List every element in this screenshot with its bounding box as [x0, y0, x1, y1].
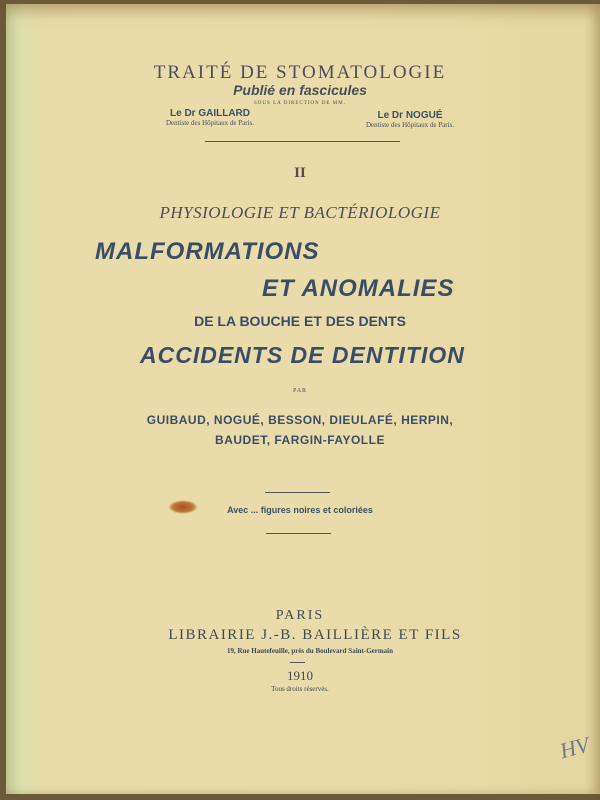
direction-note: SOUS LA DIRECTION DE MM. — [254, 101, 346, 106]
city: PARIS — [275, 608, 325, 623]
year: 1910 — [287, 668, 313, 683]
volume-number: II — [294, 165, 306, 181]
divider — [205, 141, 400, 142]
rights: Tous droits réservés. — [271, 685, 329, 693]
divider — [266, 533, 331, 534]
title-line-1: MALFORMATIONS — [95, 238, 320, 265]
handwritten-mark: HV — [557, 731, 592, 764]
title-line-2: ET ANOMALIES — [262, 275, 455, 302]
series-title: TRAITÉ DE STOMATOLOGIE — [153, 62, 447, 83]
editor-name: Le Dr NOGUÉ — [377, 110, 443, 121]
editor-gaillard — [140, 108, 280, 127]
publisher: LIBRAIRIE J.-B. BAILLIÈRE ET FILS — [168, 627, 462, 643]
authors-line-2: BAUDET, FARGIN-FAYOLLE — [215, 433, 385, 447]
figures-note: Avec ... figures noires et coloriées — [227, 505, 373, 515]
divider — [265, 492, 330, 493]
subtitle: PHYSIOLOGIE ET BACTÉRIOLOGIE — [159, 203, 441, 222]
title-line-4: ACCIDENTS DE DENTITION — [140, 342, 465, 368]
editor-role: Dentiste des Hôpitaux de Paris. — [165, 119, 255, 127]
address: 19, Rue Hautefeuille, près du Boulevard Saint-Germain — [226, 647, 394, 655]
editor-nogue — [340, 110, 480, 129]
authors-line-1: GUIBAUD, NOGUÉ, BESSON, DIEULAFÉ, HERPIN, — [146, 413, 454, 427]
title-line-3: DE LA BOUCHE ET DES DENTS — [194, 313, 406, 329]
publication-note: Publié en fascicules — [233, 82, 367, 98]
editor-name: Le Dr GAILLARD — [170, 108, 250, 119]
divider — [290, 662, 305, 663]
by-label: PAR — [292, 388, 308, 394]
editor-role: Dentiste des Hôpitaux de Paris. — [365, 121, 455, 129]
